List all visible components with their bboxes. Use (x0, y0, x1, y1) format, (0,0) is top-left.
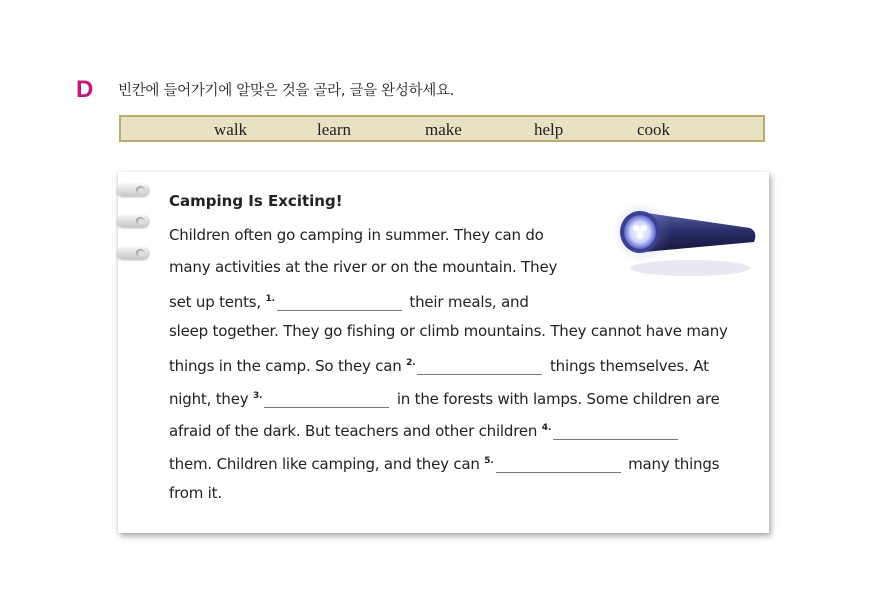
line-text: many things (623, 455, 720, 473)
answer-blank[interactable] (264, 391, 389, 408)
answer-blank[interactable] (496, 456, 621, 473)
binder-ring (116, 247, 148, 259)
word-bank-item: learn (317, 120, 351, 139)
instruction-text: 빈칸에 들어가기에 알맞은 것을 골라, 글을 완성하세요. (118, 83, 455, 99)
line-text: set up tents, (169, 293, 266, 311)
line-text: sleep together. They go fishing or climb mountains. They cannot have many (169, 322, 728, 340)
line-text: things themselves. At (545, 357, 709, 375)
passage-line (169, 225, 544, 245)
line-text: them. Children like camping, and they can (169, 455, 485, 473)
blank-number: 4. (541, 423, 552, 433)
binder-ring (116, 184, 148, 196)
passage-line (169, 353, 709, 376)
word-bank-item: cook (637, 120, 671, 139)
blank-number: 3. (252, 391, 263, 401)
passage-title: Camping Is Exciting! (169, 192, 343, 210)
flashlight-icon (600, 190, 760, 280)
line-text: afraid of the dark. But teachers and other children (169, 422, 542, 440)
answer-blank[interactable] (417, 358, 542, 375)
answer-blank[interactable] (553, 423, 678, 440)
line-text: Children often go camping in summer. They can do (169, 226, 544, 244)
passage-line (169, 483, 222, 503)
blank-number: 2. (406, 358, 416, 368)
passage-line (169, 451, 719, 474)
section-letter: D (76, 76, 94, 103)
word-bank-item: make (425, 120, 462, 139)
line-text: night, they (169, 390, 253, 408)
line-text: their meals, and (404, 293, 529, 311)
binder-ring (116, 215, 148, 227)
blank-number: 5. (484, 456, 494, 466)
passage-line (169, 321, 728, 341)
word-bank (119, 115, 765, 142)
word-bank-item: help (534, 120, 564, 139)
blank-number: 1. (265, 294, 275, 304)
line-text: things in the camp. So they can (169, 357, 407, 375)
word-bank-item: walk (214, 120, 248, 139)
passage-line (169, 386, 720, 409)
line-text: many activities at the river or on the mountain. They (169, 258, 558, 276)
line-text: from it. (169, 484, 222, 502)
answer-blank[interactable] (277, 294, 402, 311)
passage-line (169, 418, 681, 441)
line-text: in the forests with lamps. Some children are (392, 390, 720, 408)
passage-line (169, 257, 557, 277)
passage-line (169, 289, 529, 312)
